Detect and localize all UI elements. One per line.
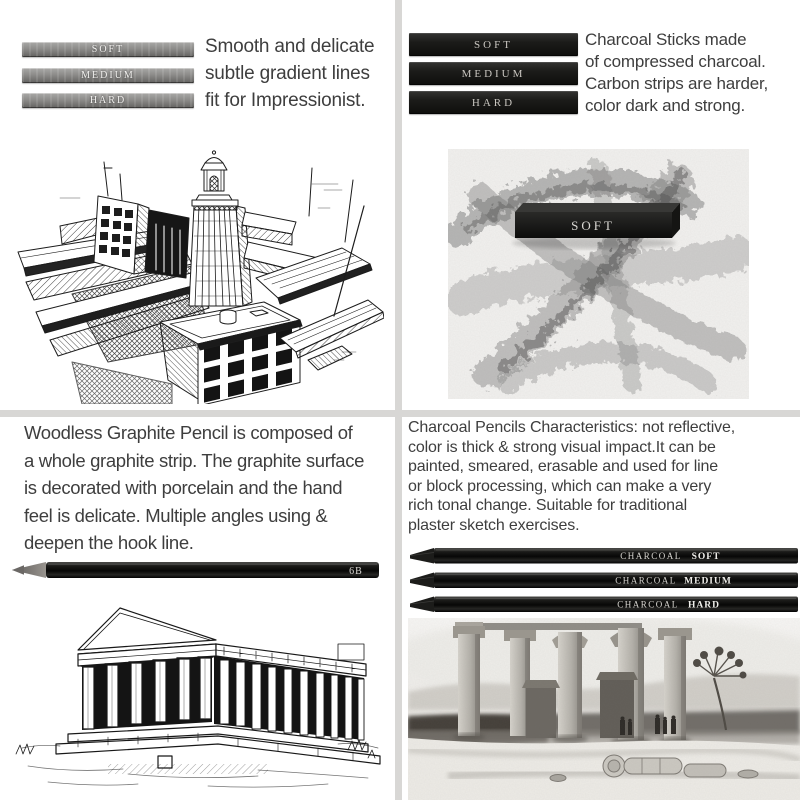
charcoal-pencil-medium	[410, 573, 798, 589]
graphite-stick-soft	[22, 42, 194, 57]
caption-line: rich tonal change. Suitable for traditional	[408, 497, 688, 515]
graphite-pencil-caption	[24, 419, 364, 557]
charcoal-stick-soft-label: SOFT	[474, 38, 513, 51]
caption-line: Smooth and delicate	[205, 36, 375, 57]
vertical-divider	[395, 0, 402, 800]
caption-line: plaster sketch exercises.	[408, 516, 580, 534]
caption-line: of compressed charcoal.	[585, 52, 766, 71]
caption-line: Carbon strips are harder,	[585, 74, 769, 93]
charcoal-stick-hard	[409, 91, 578, 114]
ruins-charcoal-drawing-illustration	[408, 618, 800, 800]
caption-line: deepen the hook line.	[24, 532, 194, 553]
charcoal-stick-hard-label: HARD	[471, 96, 516, 109]
pencil-grade-label: SOFT	[691, 552, 721, 562]
charcoal-stick-soft	[409, 33, 578, 56]
caption-line: a whole graphite strip. The graphite surface	[24, 449, 365, 471]
charcoal-stick-medium	[409, 62, 578, 85]
pencil-grade-label: MEDIUM	[684, 576, 732, 587]
charcoal-pencil-hard	[410, 597, 798, 613]
graphite-sticks-caption	[205, 33, 374, 114]
graphite-stick-hard	[22, 93, 194, 108]
caption-line: Charcoal Sticks made	[585, 30, 747, 49]
parthenon-sketch-illustration	[8, 598, 392, 794]
city-perspective-sketch-illustration	[12, 146, 384, 404]
photo-stick-soft-label: SOFT	[571, 218, 615, 233]
charcoal-pencils-illustration	[406, 545, 800, 615]
caption-line: painted, smeared, erasable and used for line	[408, 458, 719, 476]
caption-line: Woodless Graphite Pencil is composed of	[24, 422, 353, 443]
charcoal-pencil-soft	[410, 548, 798, 564]
horizontal-divider	[0, 410, 800, 417]
graphite-stick-hard-label: HARD	[89, 95, 127, 106]
pencil-grade-label: 6B	[349, 565, 363, 577]
woodless-graphite-pencil-6b	[4, 552, 396, 592]
caption-line: or block processing, which can make a very	[408, 477, 712, 495]
pencil-brand-label: CHARCOAL	[617, 599, 679, 610]
charcoal-smudge-photo-illustration	[448, 149, 749, 399]
pencil-brand-label: CHARCOAL	[620, 551, 682, 561]
caption-line: subtle gradient lines	[205, 63, 370, 84]
caption-line: fit for Impressionist.	[205, 90, 366, 111]
pencil-grade-label: HARD	[688, 600, 720, 611]
graphite-stick-medium-label: MEDIUM	[81, 70, 135, 81]
caption-line: feel is delicate. Multiple angles using &	[24, 504, 328, 526]
pencil-brand-label: CHARCOAL	[615, 575, 677, 586]
graphite-stick-medium	[22, 68, 194, 83]
graphite-stick-soft-label: SOFT	[91, 44, 125, 55]
caption-line: Charcoal Pencils Characteristics: not reflective,	[408, 419, 736, 436]
caption-line: color is thick & strong visual impact.It can be	[408, 438, 716, 456]
caption-line: is decorated with porcelain and the hand	[24, 477, 343, 498]
charcoal-stick-medium-label: MEDIUM	[461, 67, 526, 80]
caption-line: color dark and strong.	[585, 96, 746, 115]
charcoal-pencils-caption	[408, 418, 735, 536]
charcoal-sticks-caption	[585, 29, 768, 117]
